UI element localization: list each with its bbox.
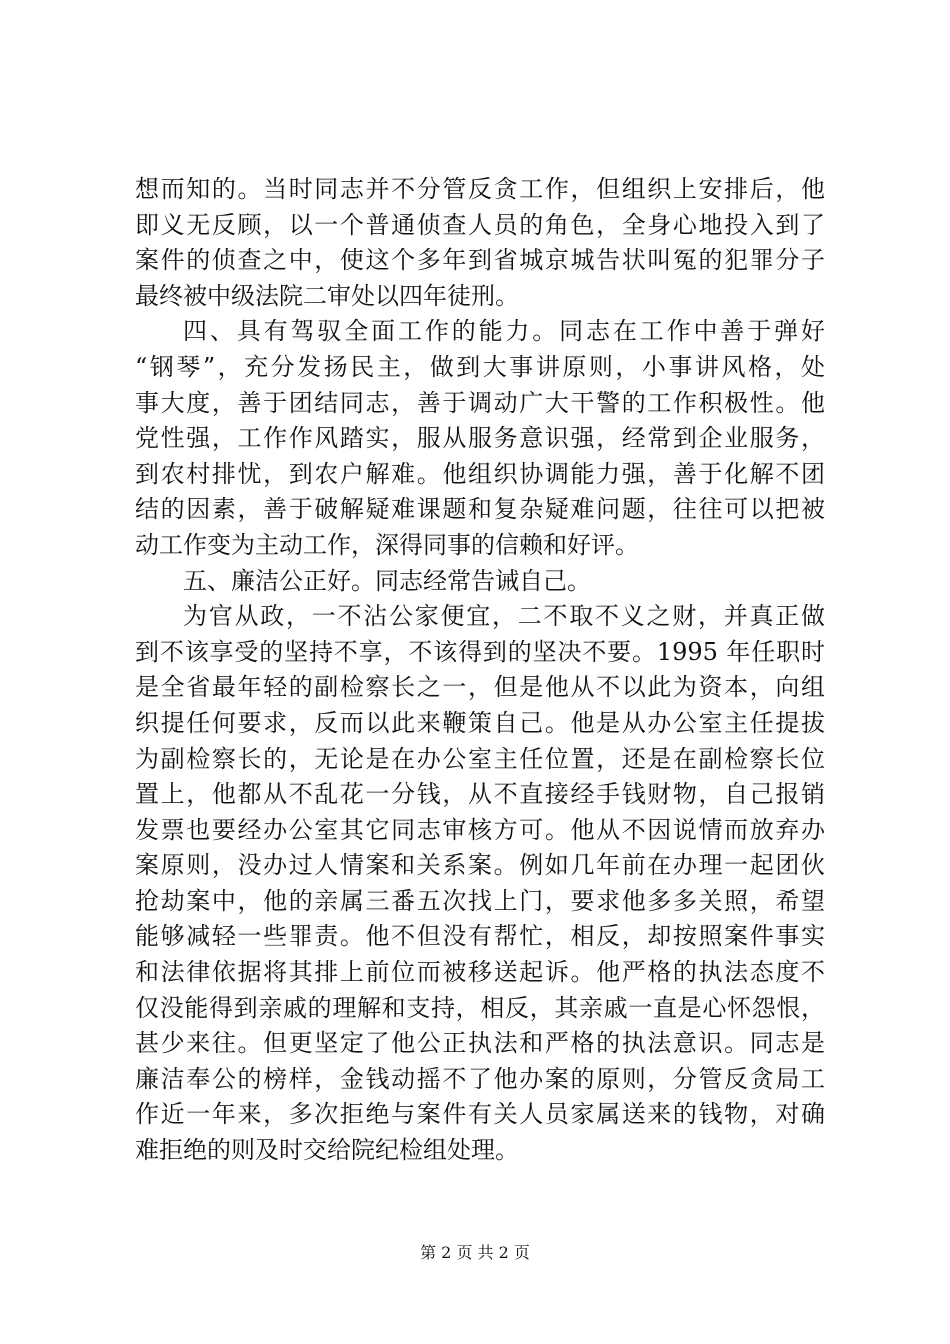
text-line: 难拒绝的则及时交给院纪检组处理。 (135, 1136, 519, 1165)
text-line: 是全省最年轻的副检察长之一，但是他从不以此为资本，向组 (135, 673, 825, 702)
text-line: 事大度，善于团结同志，善于调动广大干警的工作积极性。他 (135, 388, 825, 417)
text-line: 结的因素，善于破解疑难课题和复杂疑难问题，往往可以把被 (135, 495, 825, 524)
document-body (135, 172, 825, 1169)
text-line: 发票也要经办公室其它同志审核方可。他从不因说情而放弃办 (135, 815, 825, 844)
text-line: 党性强，工作作风踏实，服从服务意识强，经常到企业服务， (135, 424, 825, 453)
text-line: 想而知的。当时同志并不分管反贪工作，但组织上安排后，他 (135, 175, 825, 203)
text-line: 四、具有驾驭全面工作的能力。同志在工作中善于弹好 (183, 317, 825, 346)
text-line: 为官从政，一不沾公家便宜，二不取不义之财，并真正做 (183, 602, 825, 631)
text-line: 置上，他都从不乱花一分钱，从不直接经手钱财物，自己报销 (135, 780, 825, 809)
text-line: “钢琴”，充分发扬民主，做到大事讲原则，小事讲风格，处 (135, 352, 825, 381)
text-line: 五、廉洁公正好。同志经常告诫自己。 (183, 566, 591, 595)
text-line: 即义无反顾，以一个普通侦查人员的角色，全身心地投入到了 (135, 210, 825, 239)
text-line: 案原则，没办过人情案和关系案。例如几年前在办理一起团伙 (135, 851, 825, 880)
text-line: 抢劫案中，他的亲属三番五次找上门，要求他多多关照，希望 (135, 886, 825, 915)
text-line: 到不该享受的坚持不享，不该得到的坚决不要。1995 年任职时 (135, 637, 825, 666)
text-line: 甚少来往。但更坚定了他公正执法和严格的执法意识。同志是 (135, 1029, 825, 1058)
text-line: 作近一年来，多次拒绝与案件有关人员家属送来的钱物，对确 (135, 1100, 825, 1129)
text-line: 案件的侦查之中，使这个多年到省城京城告状叫冤的犯罪分子 (135, 246, 825, 275)
text-line: 廉洁奉公的榜样，金钱动摇不了他办案的原则，分管反贪局工 (135, 1064, 825, 1093)
text-line: 最终被中级法院二审处以四年徒刑。 (135, 281, 519, 310)
text-line: 织提任何要求，反而以此来鞭策自己。他是从办公室主任提拔 (135, 708, 825, 737)
text-line: 和法律依据将其排上前位而被移送起诉。他严格的执法态度不 (135, 958, 825, 987)
text-line: 到农村排忧，到农户解难。他组织协调能力强，善于化解不团 (135, 459, 825, 488)
text-line: 动工作变为主动工作，深得同事的信赖和好评。 (135, 530, 639, 559)
text-line: 为副检察长的，无论是在办公室主任位置，还是在副检察长位 (135, 744, 825, 773)
page-number-footer: 第 2 页 共 2 页 (420, 1243, 530, 1262)
text-line: 能够减轻一些罪责。他不但没有帮忙，相反，却按照案件事实 (135, 922, 825, 951)
text-line: 仅没能得到亲戚的理解和支持，相反，其亲戚一直是心怀怨恨， (135, 993, 825, 1022)
